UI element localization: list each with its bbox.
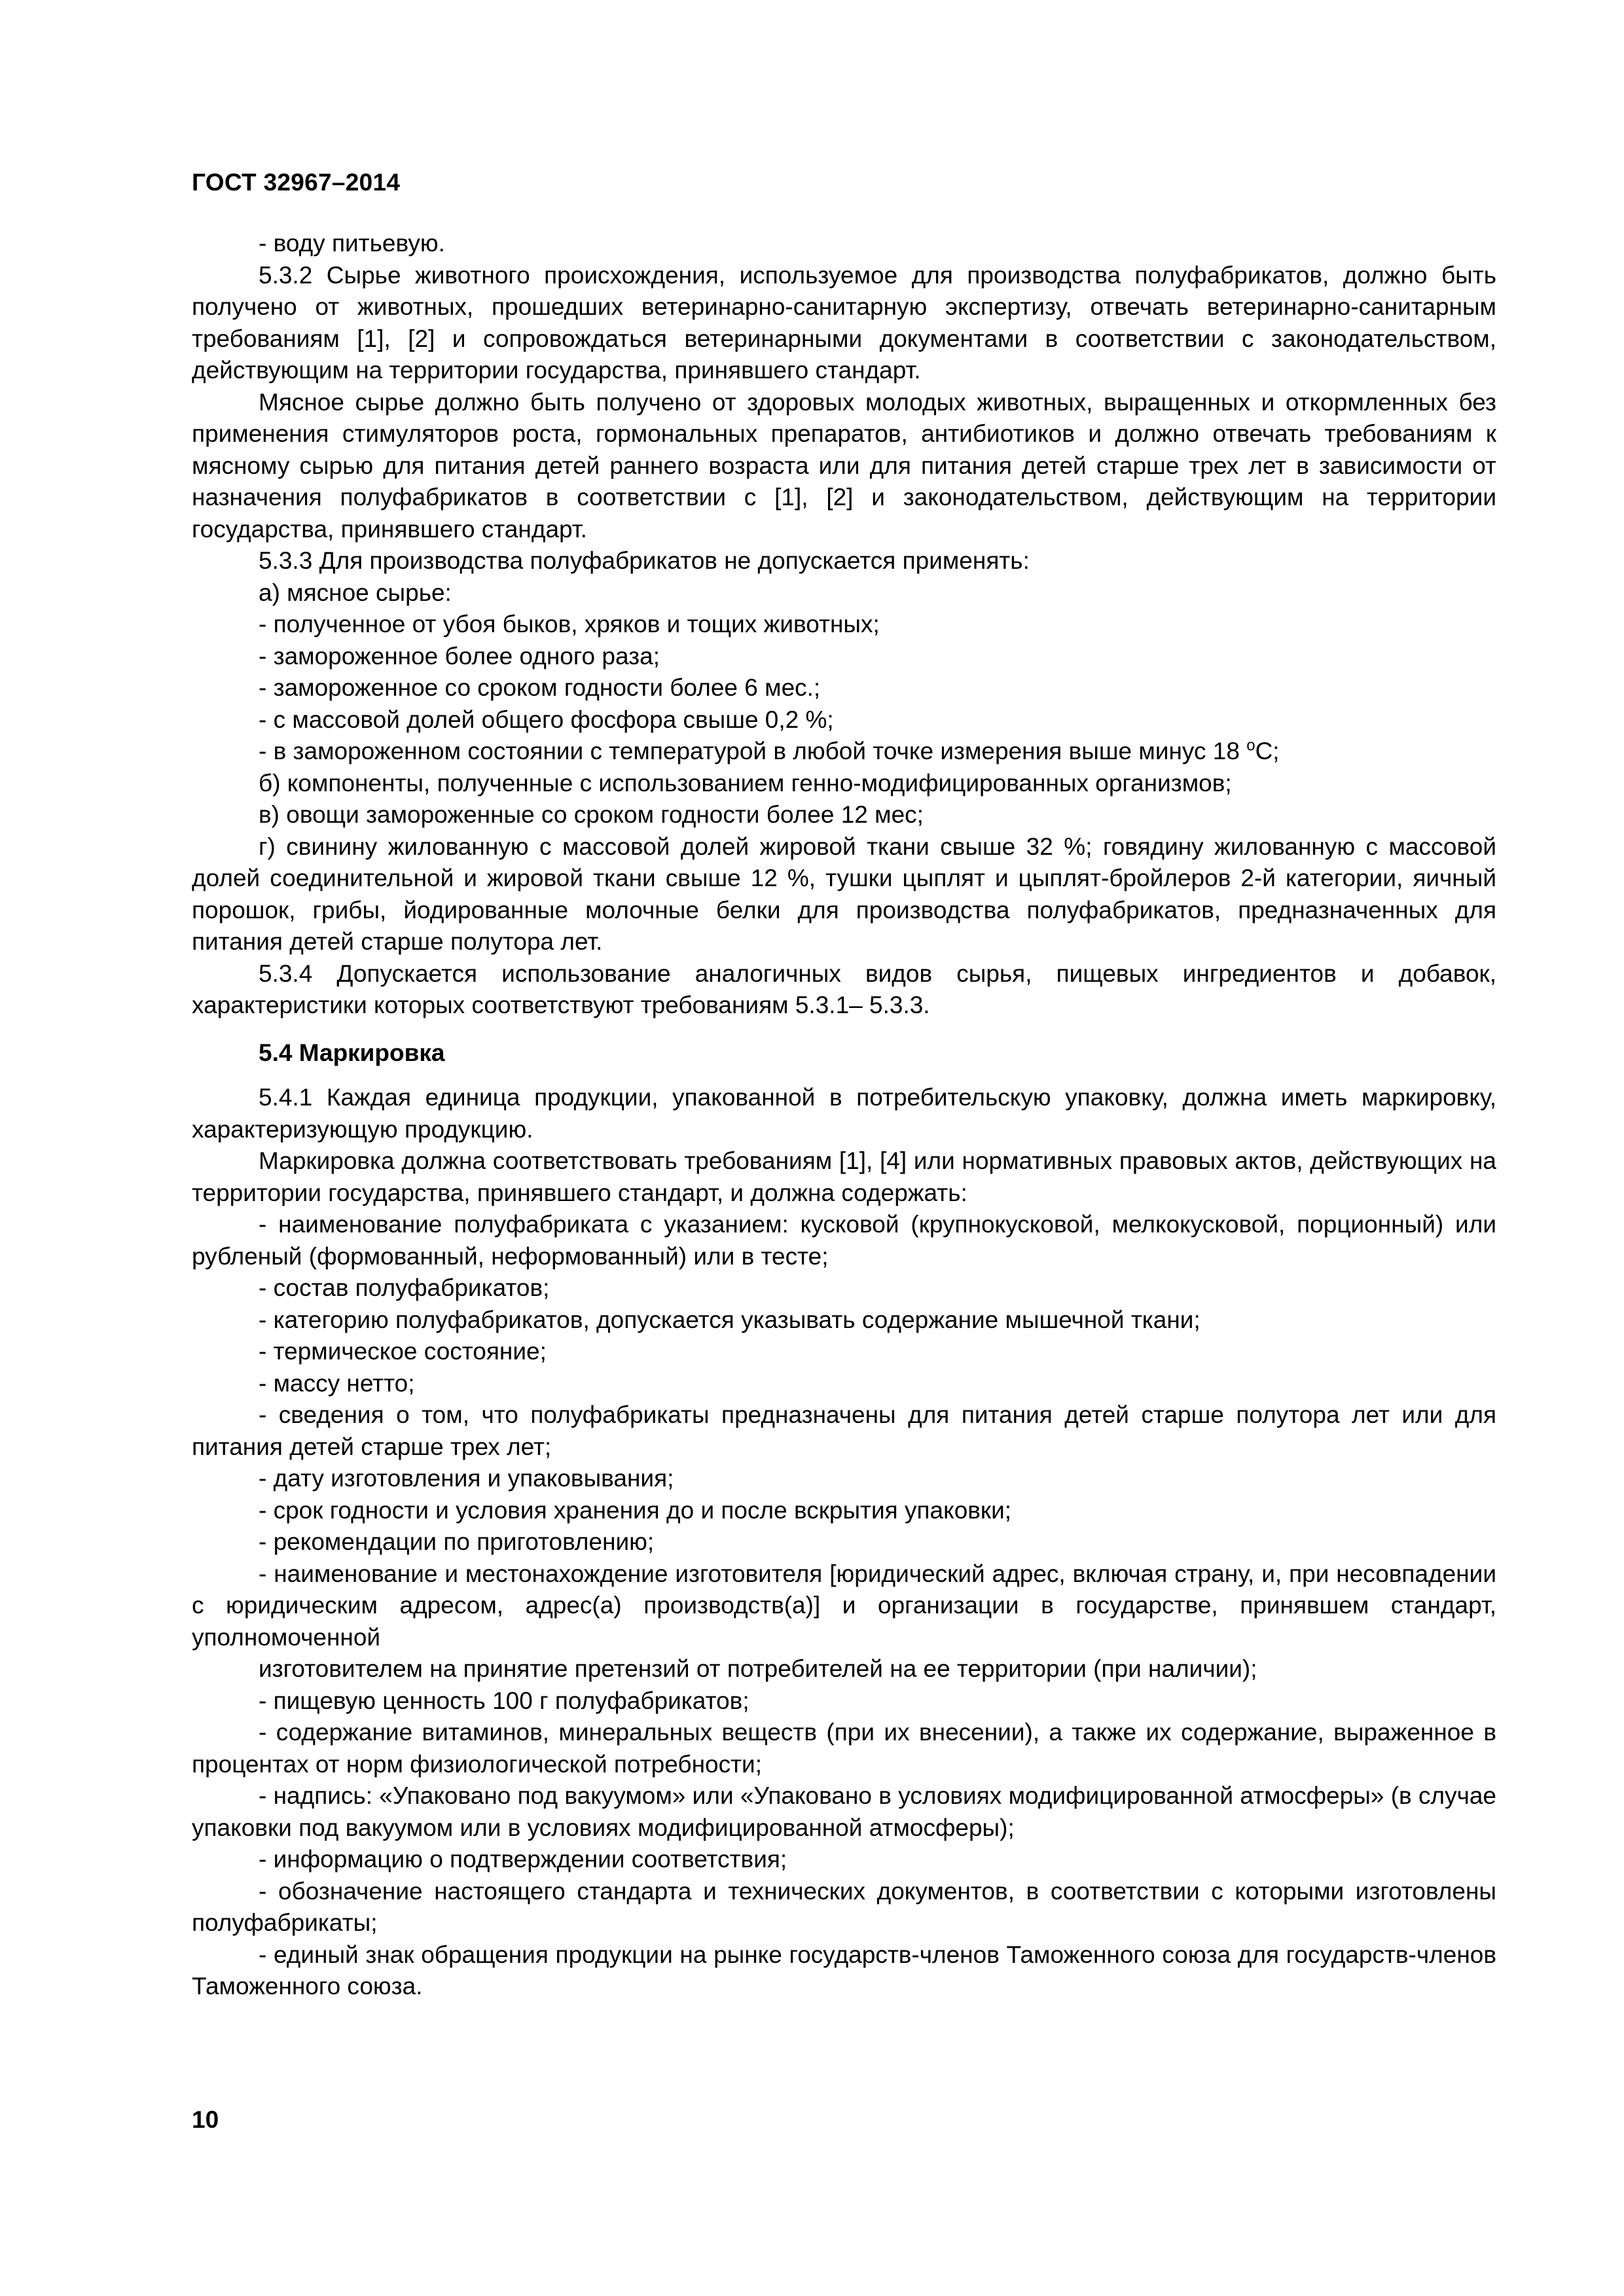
list-item: - надпись: «Упаковано под вакуумом» или «Упаковано в условиях модифицированной атмосферы» (в случае упаковки под вакуумом или в условиях модифицированной атмосферы); <box>192 1782 1496 1841</box>
list-item: - полученное от убоя быков, хряков и тощих животных; <box>259 611 880 637</box>
paragraph: 5.3.4 Допускается использование аналогичных видов сырья, пищевых ингредиентов и добавок, характеристики которых соответствуют требованиям 5.3.1– 5.3.3. <box>192 960 1496 1018</box>
list-item: - информацию о подтверждении соответствия; <box>259 1846 787 1873</box>
paragraph: Маркировка должна соответствовать требованиям [1], [4] или нормативных правовых актов, действующих на территории государства, принявшего стандарт, и должна содержать: <box>192 1147 1496 1206</box>
list-item: - наименование полуфабриката с указанием: кусковой (крупнокусковой, мелкокусковой, порционный) или рубленый (формованный, неформованный) или в тесте; <box>192 1211 1496 1270</box>
degree-sign: о <box>1246 736 1255 755</box>
paragraph: - воду питьевую. <box>259 230 445 257</box>
list-item: - единый знак обращения продукции на рынке государств-членов Таможенного союза для государств-членов Таможенного союза. <box>192 1941 1496 2000</box>
list-item: - термическое состояние; <box>259 1338 547 1365</box>
temperature-unit: С; <box>1255 738 1280 764</box>
paragraph: в) овощи замороженные со сроком годности более 12 мес; <box>259 801 924 828</box>
temperature-text: - в замороженном состоянии с температурой в любой точке измерения выше минус 18 <box>259 738 1247 764</box>
paragraph: 5.3.2 Сырье животного происхождения, используемое для производства полуфабрикатов, должно быть получено от животных, прошедших ветеринарно-санитарную экспертизу, отвечать ветеринарно-санитарным требованиям [1], [2] и сопровождаться ветеринарными документами в соответствии с законодательством, действующим на территории государства, принявшего стандарт. <box>192 261 1496 384</box>
list-item: - пищевую ценность 100 г полуфабрикатов; <box>259 1687 749 1714</box>
list-item: - замороженное более одного раза; <box>259 642 660 670</box>
paragraph: 5.3.3 Для производства полуфабрикатов не допускается применять: <box>259 547 1030 574</box>
list-item-continuation: изготовителем на принятие претензий от потребителей на ее территории (при наличии); <box>259 1655 1257 1682</box>
list-item: - срок годности и условия хранения до и после вскрытия упаковки; <box>259 1496 1012 1524</box>
list-item: - содержание витаминов, минеральных веществ (при их внесении), а также их содержание, выраженное в процентах от норм физиологической потребности; <box>192 1719 1496 1778</box>
list-item: - дату изготовления и упаковывания; <box>259 1465 674 1492</box>
temperature-line <box>192 736 1496 768</box>
list-item: - замороженное со сроком годности более 6 мес.; <box>259 674 821 701</box>
list-item: - состав полуфабрикатов; <box>259 1274 550 1301</box>
document-body <box>192 228 1496 2003</box>
paragraph: г) свинину жилованную с массовой долей жировой ткани свыше 32 %; говядину жилованную с массовой долей соединительной и жировой ткани свыше 12 %, тушки цыплят и цыплят-бройлеров 2-й категории, яичный порошок, грибы, йодированные молочные белки для производства полуфабрикатов, предназначенных для питания детей старше полутора лет. <box>192 833 1496 955</box>
list-item: - наименование и местонахождение изготовителя [юридический адрес, включая страну, и, при несовпадении с юридическим адресом, адрес(а) производств(а)] и организации в государстве, принявшем стандарт, уполномоченной <box>192 1560 1496 1651</box>
list-item: - обозначение настоящего стандарта и технических документов, в соответствии с которыми изготовлены полуфабрикаты; <box>192 1877 1496 1936</box>
paragraph: б) компоненты, полученные с использованием генно-модифицированных организмов; <box>259 769 1232 797</box>
list-item: - сведения о том, что полуфабрикаты предназначены для питания детей старше полутора лет или для питания детей старше трех лет; <box>192 1401 1496 1460</box>
document-header: ГОСТ 32967–2014 <box>192 169 401 196</box>
list-item: - категорию полуфабрикатов, допускается указывать содержание мышечной ткани; <box>259 1306 1200 1333</box>
section-title: 5.4 Маркировка <box>259 1039 445 1066</box>
list-item: - рекомендации по приготовлению; <box>259 1528 655 1555</box>
list-item: - массу нетто; <box>259 1369 415 1397</box>
paragraph: а) мясное сырье: <box>259 579 452 606</box>
list-item: - с массовой долей общего фосфора свыше 0,2 %; <box>259 706 834 733</box>
paragraph: Мясное сырье должно быть получено от здоровых молодых животных, выращенных и откормленных без применения стимуляторов роста, гормональных препаратов, антибиотиков и должно отвечать требованиям к мясному сырью для питания детей раннего возраста или для питания детей старше трех лет в зависимости от назначения полуфабрикатов в соответствии с [1], [2] и законодательством, действующим на территории государства, принявшего стандарт. <box>192 388 1496 543</box>
page-number: 10 <box>192 2106 219 2133</box>
paragraph: 5.4.1 Каждая единица продукции, упакованной в потребительскую упаковку, должна иметь маркировку, характеризующую продукцию. <box>192 1084 1496 1143</box>
